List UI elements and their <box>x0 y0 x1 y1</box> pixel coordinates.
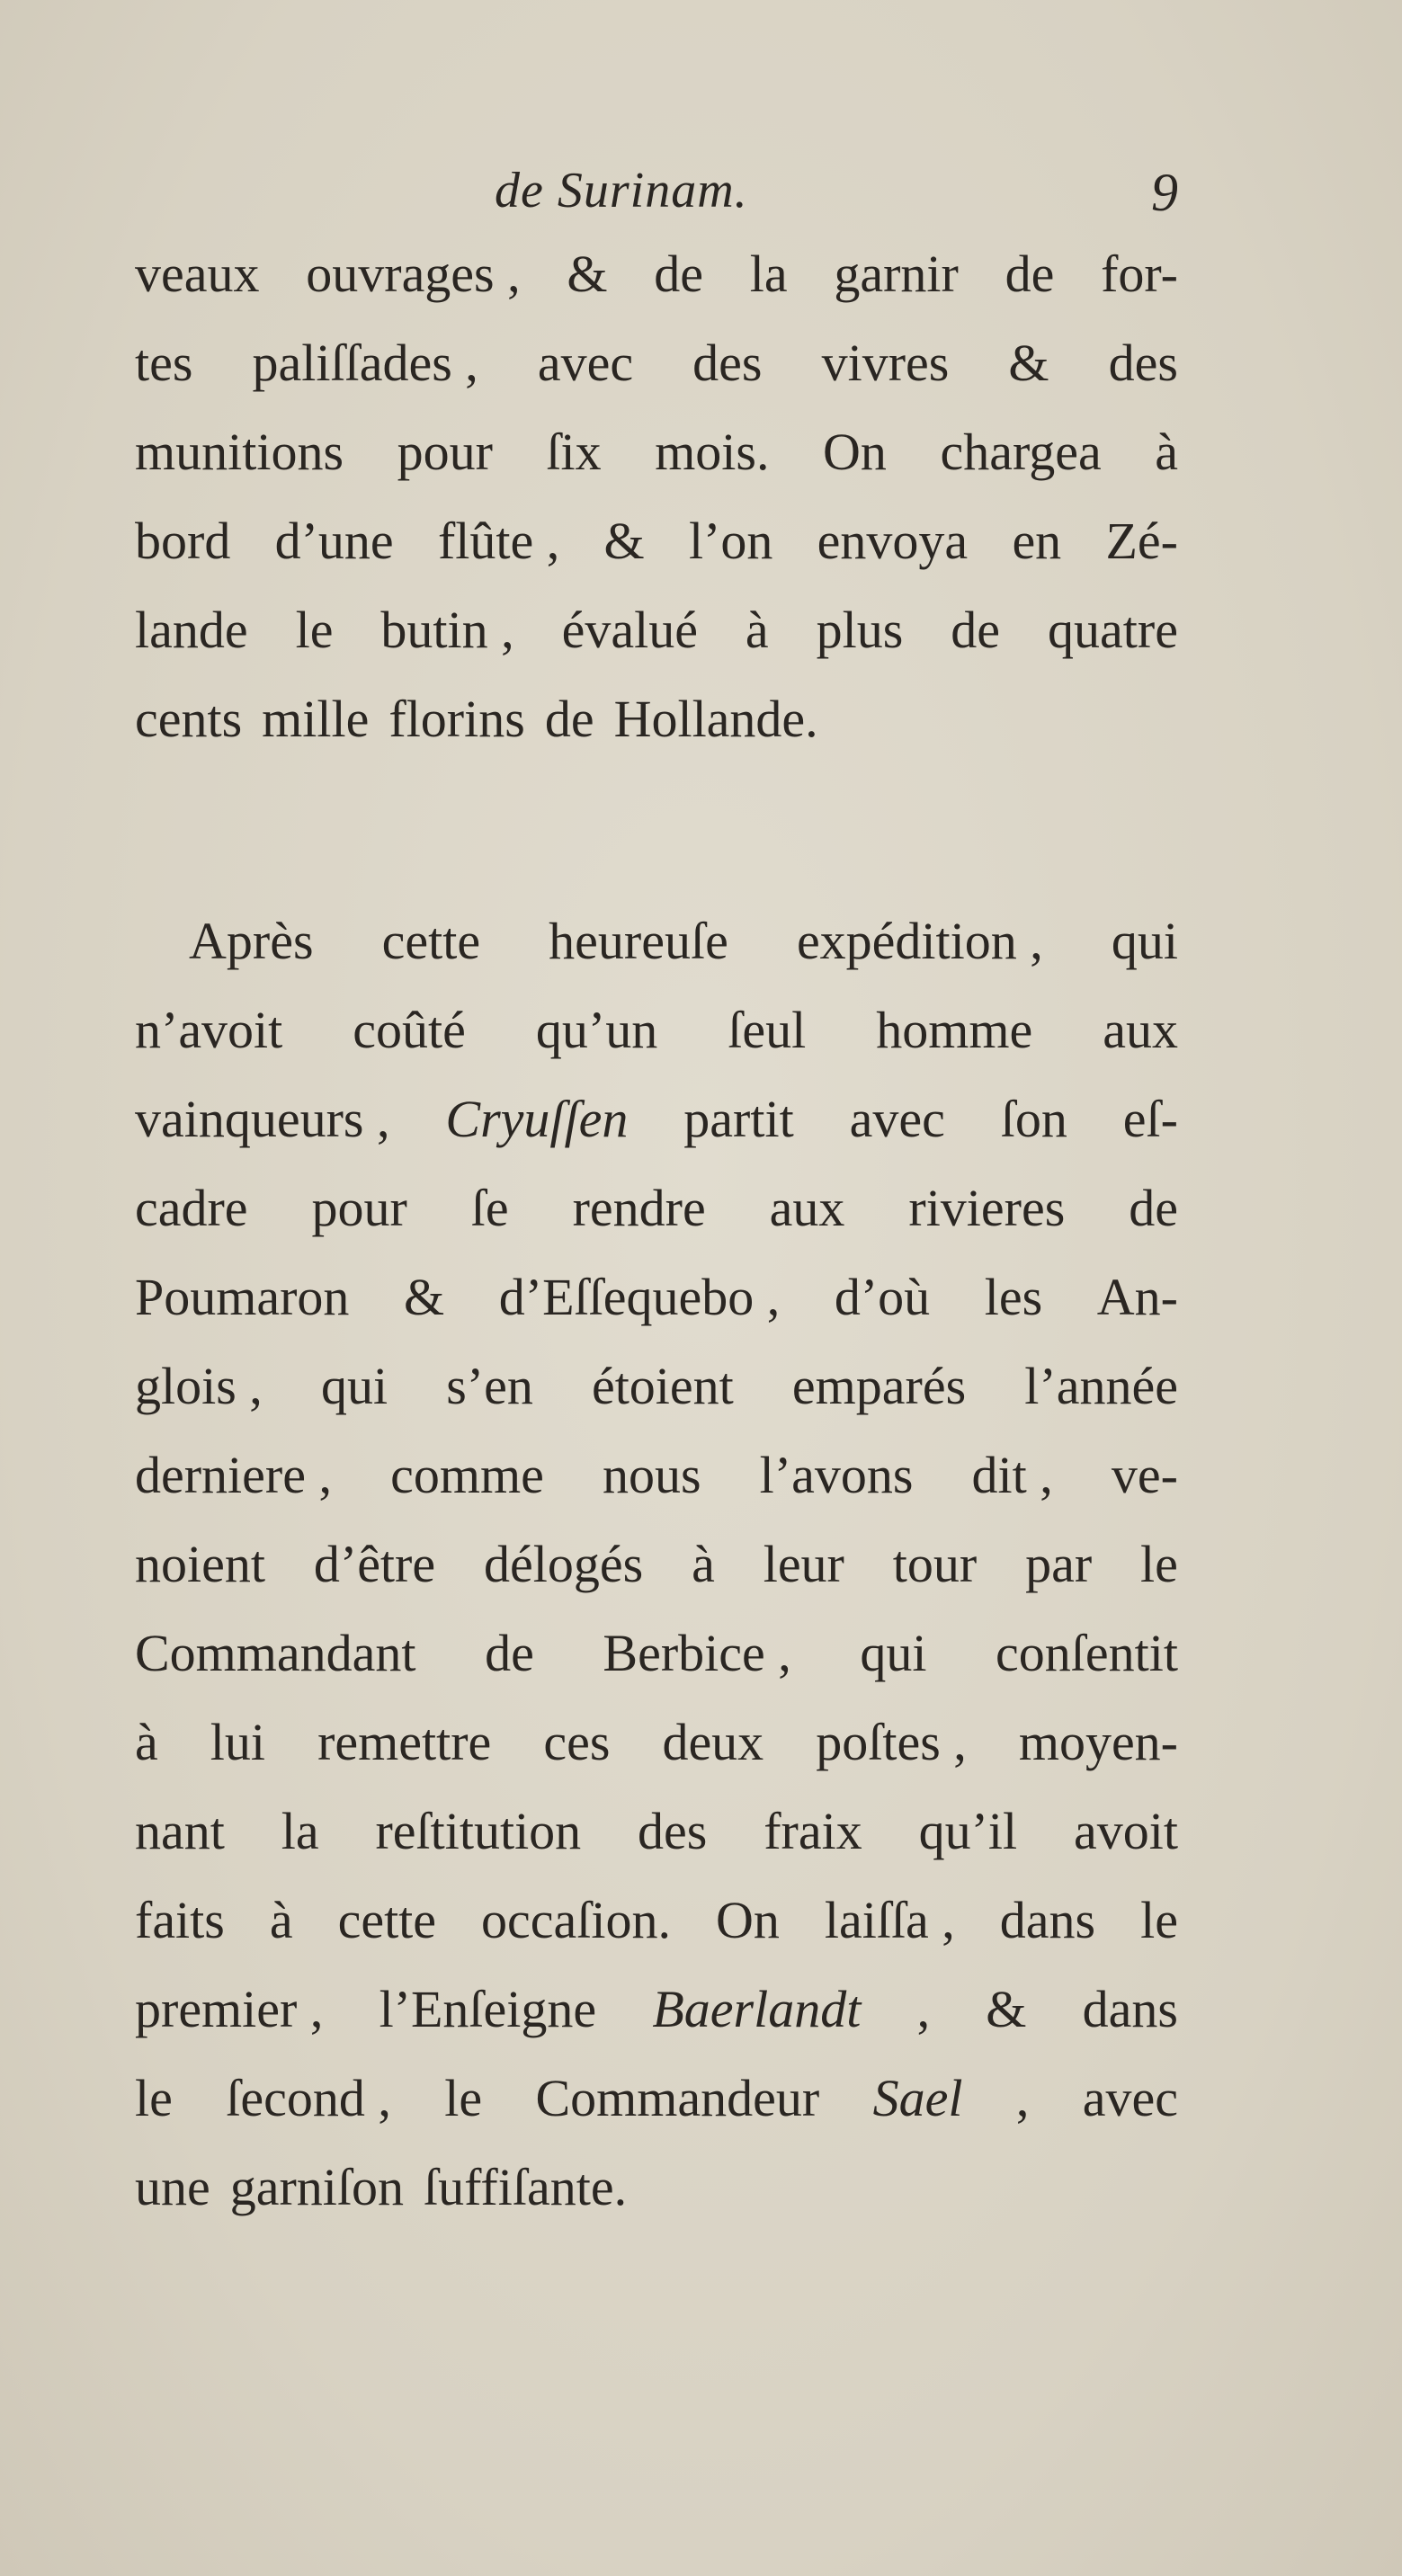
word: qui <box>1111 912 1178 970</box>
word: , <box>916 1980 931 2038</box>
word: des <box>638 1802 708 1860</box>
word: occaſion. <box>481 1891 671 1949</box>
word: la <box>281 1802 319 1860</box>
word: laiſſa , <box>824 1891 955 1949</box>
word: homme <box>876 1001 1033 1059</box>
word: eſ- <box>1122 1090 1178 1148</box>
word: délogés <box>484 1535 644 1593</box>
word: conſentit <box>996 1624 1178 1682</box>
word: le <box>444 2069 483 2127</box>
word: flûte , <box>437 512 560 570</box>
word: florins <box>388 690 525 748</box>
word: An- <box>1096 1268 1178 1326</box>
body-text <box>135 229 1178 2232</box>
word: qui <box>320 1357 388 1415</box>
word: nous <box>602 1446 701 1504</box>
text-line <box>135 1074 1178 1163</box>
word: des <box>1108 334 1178 392</box>
word: derniere , <box>135 1446 332 1504</box>
word: veaux <box>135 245 260 303</box>
text-line <box>135 2143 1178 2232</box>
text-line <box>135 407 1178 496</box>
word: de <box>485 1624 534 1682</box>
word: On <box>823 423 887 481</box>
word: coûté <box>353 1001 466 1059</box>
word: garniſon <box>229 2158 405 2216</box>
word: paliſſades , <box>252 334 478 392</box>
text-line <box>135 674 1178 763</box>
word: qui <box>860 1624 927 1682</box>
word: lande <box>135 601 248 659</box>
page-header <box>135 162 1178 234</box>
word: cette <box>337 1891 437 1949</box>
word: faits <box>135 1891 225 1949</box>
word: à <box>269 1891 293 1949</box>
word: avec <box>1082 2069 1178 2127</box>
word: à <box>745 601 769 659</box>
word: l’année <box>1024 1357 1178 1415</box>
word: s’en <box>446 1357 533 1415</box>
word: des <box>692 334 763 392</box>
word: qu’un <box>535 1001 658 1059</box>
word: deux <box>662 1713 764 1771</box>
word: expédition , <box>796 912 1043 970</box>
word: ſecond , <box>226 2069 391 2127</box>
word: Après <box>189 912 314 970</box>
word: avoit <box>1074 1802 1178 1860</box>
text-line <box>135 1163 1178 1252</box>
word: noient <box>135 1535 265 1593</box>
text-line <box>135 1252 1178 1341</box>
word: glois , <box>135 1357 263 1415</box>
word: d’une <box>274 512 394 570</box>
word: Poumaron <box>135 1268 350 1326</box>
word: On <box>715 1891 780 1949</box>
word: le <box>135 2069 173 2127</box>
word: cents <box>135 690 243 748</box>
word: Berbice , <box>603 1624 791 1682</box>
word: l’Enſeigne <box>379 1980 597 2038</box>
word: Commandant <box>135 1624 416 1682</box>
word: à <box>1155 423 1178 481</box>
word: for- <box>1101 245 1178 303</box>
word: emparés <box>791 1357 967 1415</box>
word: de <box>951 601 1001 659</box>
word: tes <box>135 334 193 392</box>
word: partit <box>683 1090 794 1148</box>
word: ſe <box>470 1179 509 1237</box>
paragraph-gap <box>135 763 1178 896</box>
word: à <box>692 1535 715 1593</box>
word: rendre <box>572 1179 706 1237</box>
word: de <box>544 690 594 748</box>
italic-word: Cryuſſen <box>445 1090 629 1148</box>
word: poſtes , <box>816 1713 967 1771</box>
word: de <box>654 245 703 303</box>
word: ſix <box>546 423 602 481</box>
word: garnir <box>834 245 959 303</box>
word: & <box>567 245 608 303</box>
word: vainqueurs , <box>135 1090 390 1148</box>
text-line <box>135 1876 1178 1965</box>
word: chargea <box>940 423 1102 481</box>
word: par <box>1025 1535 1093 1593</box>
word: qu’il <box>918 1802 1018 1860</box>
word: en <box>1012 512 1062 570</box>
word: tour <box>892 1535 978 1593</box>
word: avec <box>537 334 634 392</box>
word: nant <box>135 1802 225 1860</box>
italic-word: Sael <box>872 2069 963 2127</box>
word: , <box>1015 2069 1030 2127</box>
text-line <box>135 985 1178 1074</box>
word: n’avoit <box>135 1001 283 1059</box>
word: le <box>295 601 334 659</box>
word: à <box>135 1713 158 1771</box>
word: évalué <box>561 601 698 659</box>
text-line <box>135 1787 1178 1876</box>
word: étoient <box>591 1357 734 1415</box>
text-line <box>135 585 1178 674</box>
word: envoya <box>817 512 969 570</box>
text-line <box>135 1609 1178 1698</box>
paragraph <box>135 229 1178 763</box>
word: ſuffiſante. <box>424 2158 628 2216</box>
word: Zé- <box>1105 512 1178 570</box>
word: Commandeur <box>535 2069 820 2127</box>
text-line <box>135 1698 1178 1787</box>
word: avec <box>849 1090 945 1148</box>
text-line <box>135 896 1178 985</box>
word: cadre <box>135 1179 248 1237</box>
word: & <box>986 1980 1027 2038</box>
word: leur <box>763 1535 844 1593</box>
word: aux <box>1103 1001 1178 1059</box>
word: ouvrages , <box>306 245 521 303</box>
word: mille <box>262 690 370 748</box>
word: premier , <box>135 1980 324 2038</box>
running-title: de Surinam. <box>495 163 748 218</box>
word: lui <box>210 1713 266 1771</box>
word: d’où <box>834 1268 931 1326</box>
word: cette <box>381 912 481 970</box>
word: munitions <box>135 423 344 481</box>
word: les <box>984 1268 1043 1326</box>
word: d’Eſſequebo , <box>498 1268 781 1326</box>
word: le <box>1140 1891 1178 1949</box>
word: fraix <box>764 1802 862 1860</box>
text-line <box>135 2054 1178 2143</box>
word: vivres <box>821 334 950 392</box>
word: ſon <box>1000 1090 1067 1148</box>
word: moyen- <box>1018 1713 1178 1771</box>
word: ſeul <box>728 1001 807 1059</box>
word: reſtitution <box>375 1802 582 1860</box>
word: d’être <box>313 1535 436 1593</box>
word: comme <box>390 1446 544 1504</box>
text-line <box>135 1520 1178 1609</box>
text-line <box>135 1965 1178 2054</box>
word: & <box>404 1268 445 1326</box>
word: dans <box>999 1891 1096 1949</box>
italic-word: Baerlandt <box>652 1980 862 2038</box>
word: dans <box>1082 1980 1178 2038</box>
text-line <box>135 1341 1178 1431</box>
word: mois. <box>655 423 770 481</box>
word: bord <box>135 512 231 570</box>
word: de <box>1129 1179 1178 1237</box>
word: plus <box>816 601 904 659</box>
word: l’avons <box>759 1446 914 1504</box>
word: ve- <box>1111 1446 1178 1504</box>
word: & <box>603 512 645 570</box>
word: le <box>1140 1535 1178 1593</box>
word: quatre <box>1048 601 1178 659</box>
word: & <box>1008 334 1049 392</box>
word: rivieres <box>908 1179 1066 1237</box>
word: Hollande. <box>613 690 818 748</box>
word: aux <box>769 1179 845 1237</box>
word: heureuſe <box>549 912 728 970</box>
word: butin , <box>380 601 514 659</box>
text-line <box>135 229 1178 318</box>
word: remettre <box>317 1713 492 1771</box>
text-line <box>135 496 1178 585</box>
word: la <box>749 245 788 303</box>
page-number: 9 <box>1151 163 1178 222</box>
word: de <box>1005 245 1055 303</box>
word: dit , <box>971 1446 1053 1504</box>
text-line <box>135 1431 1178 1520</box>
text-line <box>135 318 1178 407</box>
paragraph <box>135 896 1178 2232</box>
word: l’on <box>688 512 773 570</box>
word: une <box>135 2158 210 2216</box>
word: pour <box>397 423 493 481</box>
word: ces <box>543 1713 611 1771</box>
word: pour <box>311 1179 407 1237</box>
